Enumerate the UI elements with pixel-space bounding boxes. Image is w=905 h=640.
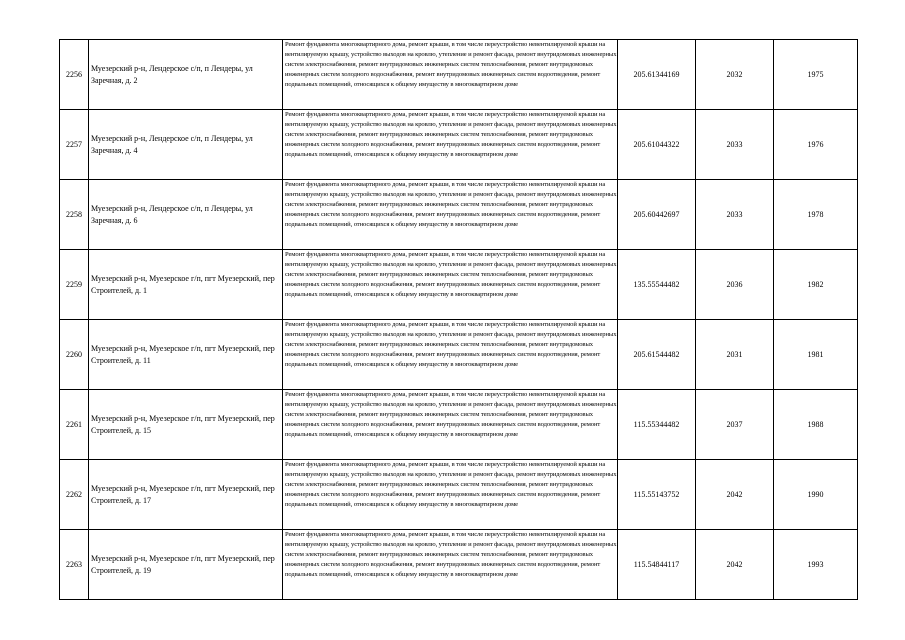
planned-year-cell: 2042 [696,460,774,530]
cost-cell: 115.55344482 [618,390,696,460]
row-number-cell: 2260 [60,320,89,390]
address-cell [89,40,283,110]
table-body [60,40,858,600]
row-number-cell: 2262 [60,460,89,530]
address-cell [89,320,283,390]
cost-cell: 135.55544482 [618,250,696,320]
table-row [60,110,858,180]
address-text: Муезерский р-н, Муезерское г/п, пгт Муезерский, пер Строителей, д. 17 [91,483,275,505]
work-description-cell: Ремонт фундамента многоквартирного дома, ремонт крыши, в том числе переустройство невентилируемой крыши на вентилируемую крышу, устройство выходов на кровлю, утепление и ремонт фасада, ремонт внутридомовых инженерных систем электроснабжения, ремонт внутридомовых инженерных систем теплоснабжения, ремонт внутридомовых инженерных систем холодного водоснабжения, ремонт внутридомовых инженерных систем водоотведения, ремонт подвальных помещений, относящихся к общему имуществу в многоквартирном доме [283,460,618,530]
planned-year-cell: 2033 [696,110,774,180]
row-number-cell: 2261 [60,390,89,460]
address-text: Муезерский р-н, Муезерское г/п, пгт Муезерский, пер Строителей, д. 19 [91,553,275,575]
work-description-cell: Ремонт фундамента многоквартирного дома, ремонт крыши, в том числе переустройство невентилируемой крыши на вентилируемую крышу, устройство выходов на кровлю, утепление и ремонт фасада, ремонт внутридомовых инженерных систем электроснабжения, ремонт внутридомовых инженерных систем теплоснабжения, ремонт внутридомовых инженерных систем холодного водоснабжения, ремонт внутридомовых инженерных систем водоотведения, ремонт подвальных помещений, относящихся к общему имуществу в многоквартирном доме [283,110,618,180]
work-description-cell: Ремонт фундамента многоквартирного дома, ремонт крыши, в том числе переустройство невентилируемой крыши на вентилируемую крышу, устройство выходов на кровлю, утепление и ремонт фасада, ремонт внутридомовых инженерных систем электроснабжения, ремонт внутридомовых инженерных систем теплоснабжения, ремонт внутридомовых инженерных систем холодного водоснабжения, ремонт внутридомовых инженерных систем водоотведения, ремонт подвальных помещений, относящихся к общему имуществу в многоквартирном доме [283,250,618,320]
address-text: Муезерский р-н, Муезерское г/п, пгт Муезерский, пер Строителей, д. 11 [91,343,275,365]
row-number-cell: 2256 [60,40,89,110]
planned-year-cell: 2031 [696,320,774,390]
row-number-cell: 2263 [60,530,89,600]
cost-cell: 115.54844117 [618,530,696,600]
table-row [60,320,858,390]
address-text: Муезерский р-н, Муезерское г/п, пгт Муезерский, пер Строителей, д. 1 [91,273,275,295]
year-built-cell: 1978 [774,180,858,250]
address-cell [89,110,283,180]
planned-year-cell: 2032 [696,40,774,110]
address-text: Муезерский р-н, Лендерское с/п, п Лендеры, ул Заречная, д. 6 [91,203,253,225]
register-table [59,39,858,600]
planned-year-cell: 2042 [696,530,774,600]
work-description-cell: Ремонт фундамента многоквартирного дома, ремонт крыши, в том числе переустройство невентилируемой крыши на вентилируемую крышу, устройство выходов на кровлю, утепление и ремонт фасада, ремонт внутридомовых инженерных систем электроснабжения, ремонт внутридомовых инженерных систем теплоснабжения, ремонт внутридомовых инженерных систем холодного водоснабжения, ремонт внутридомовых инженерных систем водоотведения, ремонт подвальных помещений, относящихся к общему имуществу в многоквартирном доме [283,40,618,110]
cost-cell: 115.55143752 [618,460,696,530]
year-built-cell: 1981 [774,320,858,390]
address-cell [89,250,283,320]
work-description-cell: Ремонт фундамента многоквартирного дома, ремонт крыши, в том числе переустройство невентилируемой крыши на вентилируемую крышу, устройство выходов на кровлю, утепление и ремонт фасада, ремонт внутридомовых инженерных систем электроснабжения, ремонт внутридомовых инженерных систем теплоснабжения, ремонт внутридомовых инженерных систем холодного водоснабжения, ремонт внутридомовых инженерных систем водоотведения, ремонт подвальных помещений, относящихся к общему имуществу в многоквартирном доме [283,390,618,460]
table-row [60,40,858,110]
address-text: Муезерский р-н, Лендерское с/п, п Лендеры, ул Заречная, д. 2 [91,63,253,85]
cost-cell: 205.61044322 [618,110,696,180]
work-description-cell: Ремонт фундамента многоквартирного дома, ремонт крыши, в том числе переустройство невентилируемой крыши на вентилируемую крышу, устройство выходов на кровлю, утепление и ремонт фасада, ремонт внутридомовых инженерных систем электроснабжения, ремонт внутридомовых инженерных систем теплоснабжения, ремонт внутридомовых инженерных систем холодного водоснабжения, ремонт внутридомовых инженерных систем водоотведения, ремонт подвальных помещений, относящихся к общему имуществу в многоквартирном доме [283,530,618,600]
address-cell [89,530,283,600]
planned-year-cell: 2037 [696,390,774,460]
table-row [60,530,858,600]
address-cell [89,460,283,530]
address-text: Муезерский р-н, Муезерское г/п, пгт Муезерский, пер Строителей, д. 15 [91,413,275,435]
cost-cell: 205.61344169 [618,40,696,110]
row-number-cell: 2257 [60,110,89,180]
year-built-cell: 1975 [774,40,858,110]
cost-cell: 205.61544482 [618,320,696,390]
address-cell [89,180,283,250]
work-description-cell: Ремонт фундамента многоквартирного дома, ремонт крыши, в том числе переустройство невентилируемой крыши на вентилируемую крышу, устройство выходов на кровлю, утепление и ремонт фасада, ремонт внутридомовых инженерных систем электроснабжения, ремонт внутридомовых инженерных систем теплоснабжения, ремонт внутридомовых инженерных систем холодного водоснабжения, ремонт внутридомовых инженерных систем водоотведения, ремонт подвальных помещений, относящихся к общему имуществу в многоквартирном доме [283,180,618,250]
table-row [60,250,858,320]
year-built-cell: 1988 [774,390,858,460]
address-text: Муезерский р-н, Лендерское с/п, п Лендеры, ул Заречная, д. 4 [91,133,253,155]
table-row [60,180,858,250]
planned-year-cell: 2033 [696,180,774,250]
table-row [60,460,858,530]
work-description-cell: Ремонт фундамента многоквартирного дома, ремонт крыши, в том числе переустройство невентилируемой крыши на вентилируемую крышу, устройство выходов на кровлю, утепление и ремонт фасада, ремонт внутридомовых инженерных систем электроснабжения, ремонт внутридомовых инженерных систем теплоснабжения, ремонт внутридомовых инженерных систем холодного водоснабжения, ремонт внутридомовых инженерных систем водоотведения, ремонт подвальных помещений, относящихся к общему имуществу в многоквартирном доме [283,320,618,390]
year-built-cell: 1993 [774,530,858,600]
address-cell [89,390,283,460]
planned-year-cell: 2036 [696,250,774,320]
row-number-cell: 2258 [60,180,89,250]
table-row [60,390,858,460]
year-built-cell: 1990 [774,460,858,530]
year-built-cell: 1976 [774,110,858,180]
cost-cell: 205.60442697 [618,180,696,250]
year-built-cell: 1982 [774,250,858,320]
row-number-cell: 2259 [60,250,89,320]
